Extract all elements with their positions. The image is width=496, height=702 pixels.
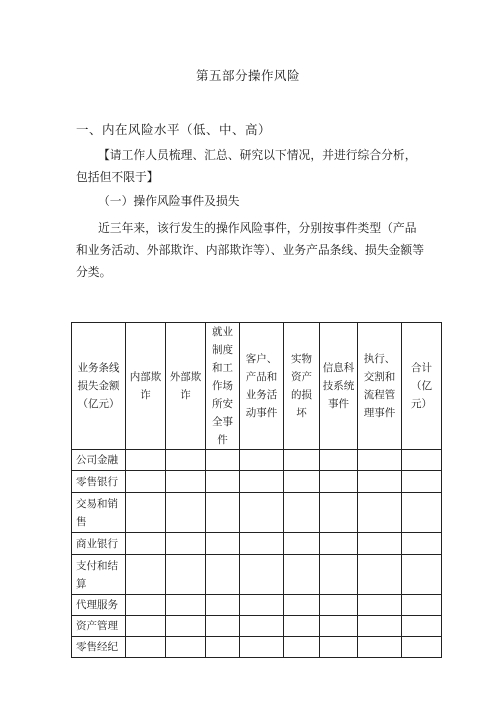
row-label: 商业银行 xyxy=(72,533,126,555)
header-cell: 客户、产品和业务活动事件 xyxy=(240,323,284,450)
header-cell: 执行、交割和流程管理事件 xyxy=(358,323,402,450)
body-paragraph: 近三年来，该行发生的操作风险事件，分别按事件类型（产品和业务活动、外部欺诈、内部欺诈等）、业务产品条线、损失金额等分类。 xyxy=(76,221,425,279)
table-row xyxy=(72,471,442,493)
table-row xyxy=(72,595,442,616)
row-label: 公司金融 xyxy=(72,450,126,471)
header-cell: 就业制度和工作场所安全事件 xyxy=(206,323,240,450)
row-label: 资产管理 xyxy=(72,616,126,637)
subsection-heading: （一）操作风险事件及损失 xyxy=(98,194,240,208)
row-label: 交易和销售 xyxy=(72,493,126,533)
row-label: 代理服务 xyxy=(72,595,126,616)
table-row xyxy=(72,450,442,471)
header-cell: 信息科技系统事件 xyxy=(320,323,358,450)
table-header-row xyxy=(72,323,442,450)
section-heading: 一、内在风险水平（低、中、高） xyxy=(76,122,272,137)
header-cell: 合计（亿元） xyxy=(402,323,442,450)
loss-table xyxy=(71,322,442,658)
page-title: 第五部分操作风险 xyxy=(195,68,300,83)
header-cell: 业务条线损失金额（亿元） xyxy=(72,323,126,450)
table-row xyxy=(72,616,442,637)
header-cell: 外部欺诈 xyxy=(166,323,206,450)
table-row xyxy=(72,533,442,555)
row-label: 零售银行 xyxy=(72,471,126,493)
header-cell: 内部欺诈 xyxy=(126,323,166,450)
table-row xyxy=(72,637,442,658)
header-cell: 实物资产的损坏 xyxy=(284,323,320,450)
table-row xyxy=(72,555,442,595)
table-row xyxy=(72,493,442,533)
instruction-paragraph: 【请工作人员梳理、汇总、研究以下情况，并进行综合分析，包括但不限于】 xyxy=(76,148,417,184)
row-label: 支付和结算 xyxy=(72,555,126,595)
row-label: 零售经纪 xyxy=(72,637,126,658)
